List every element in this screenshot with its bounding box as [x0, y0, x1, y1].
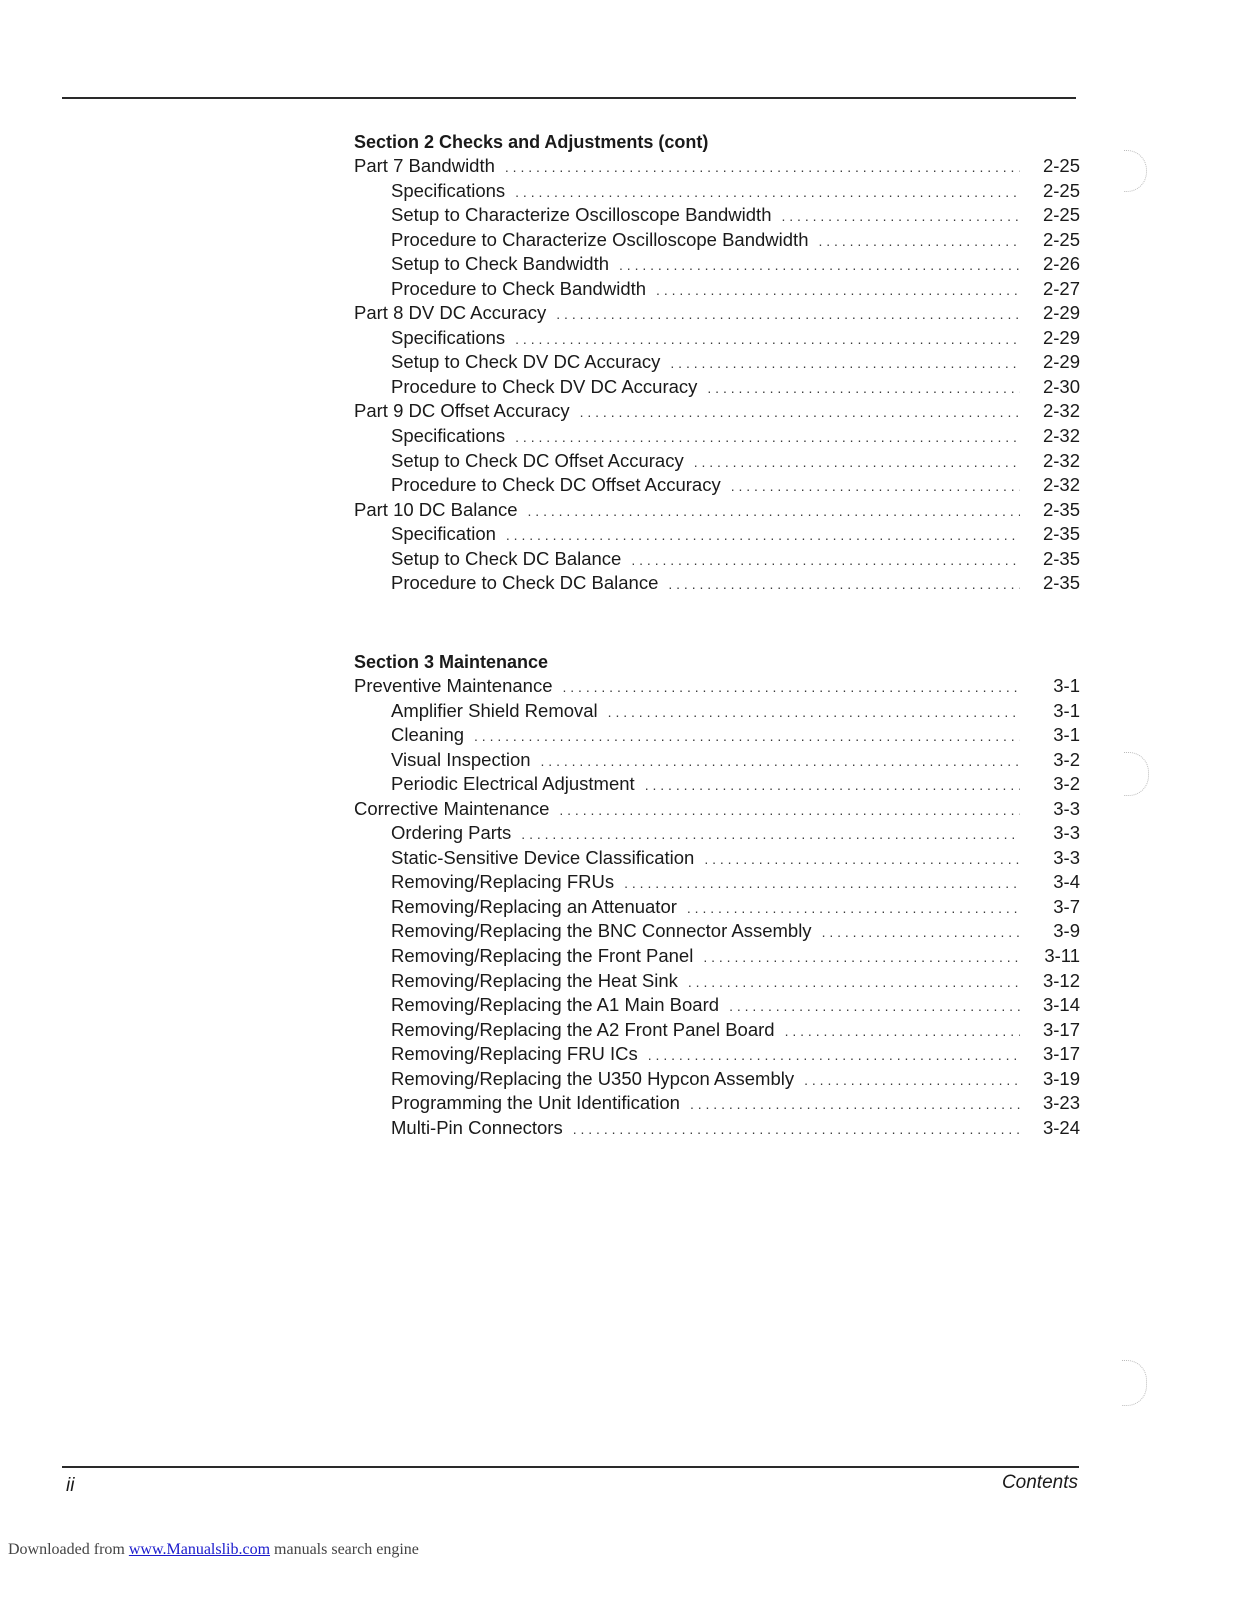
- toc-entry-page: 3-17: [1042, 1043, 1080, 1065]
- toc-entry-label: Multi-Pin Connectors: [391, 1116, 563, 1138]
- toc-entry-page: 2-32: [1042, 449, 1080, 471]
- toc-entry-label: Removing/Replacing the Heat Sink: [391, 969, 678, 991]
- toc-entry-label: Specifications: [391, 179, 506, 201]
- toc-entry[interactable]: [354, 919, 1080, 944]
- toc-entry-label: Setup to Characterize Oscilloscope Bandwidth: [391, 204, 772, 226]
- toc-entry-label: Static-Sensitive Device Classification: [391, 846, 695, 868]
- toc-section-3: [354, 650, 1080, 1140]
- toc-entry-page: 2-32: [1042, 425, 1080, 447]
- dot-leader: [506, 523, 1020, 548]
- toc-entry-label: Procedure to Characterize Oscilloscope Bandwidth: [391, 228, 809, 250]
- toc-entry[interactable]: [354, 571, 1080, 596]
- toc-entry-label: Setup to Check DC Balance: [391, 547, 622, 569]
- toc-entry[interactable]: [354, 498, 1080, 523]
- toc-entry-page: 2-26: [1042, 253, 1080, 275]
- dot-leader: [729, 994, 1020, 1019]
- toc-entry[interactable]: [354, 1067, 1080, 1092]
- toc-entry[interactable]: [354, 993, 1080, 1018]
- scan-margin-mark: [1124, 150, 1147, 192]
- toc-entry[interactable]: [354, 326, 1080, 351]
- page-number: ii: [66, 1475, 75, 1496]
- toc-entry-label: Procedure to Check Bandwidth: [391, 277, 647, 299]
- dot-leader: [580, 400, 1020, 425]
- toc-entry-page: 2-30: [1042, 375, 1080, 397]
- toc-entry-label: Removing/Replacing FRUs: [391, 871, 615, 893]
- download-suffix: manuals search engine: [270, 1541, 419, 1558]
- toc-entry-label: Amplifier Shield Removal: [391, 699, 598, 721]
- toc-entry[interactable]: [354, 399, 1080, 424]
- toc-entry-page: 2-27: [1042, 277, 1080, 299]
- toc-entry-page: 2-29: [1042, 351, 1080, 373]
- toc-entry[interactable]: [354, 1091, 1080, 1116]
- toc-entry-page: 3-2: [1053, 748, 1080, 770]
- toc-entry-page: 2-25: [1042, 204, 1080, 226]
- dot-leader: [694, 450, 1020, 475]
- toc-entry[interactable]: [354, 944, 1080, 969]
- header-rule: [62, 97, 1076, 99]
- dot-leader: [688, 970, 1020, 995]
- toc-entry-page: 3-24: [1042, 1116, 1080, 1138]
- toc-entry-list: [354, 674, 1080, 1140]
- toc-entry-page: 2-32: [1042, 400, 1080, 422]
- toc-entry[interactable]: [354, 424, 1080, 449]
- toc-entry-label: Removing/Replacing the Front Panel: [391, 945, 694, 967]
- scan-margin-mark: [1124, 752, 1149, 796]
- toc-entry-page: 3-1: [1053, 724, 1080, 746]
- toc-entry-label: Part 9 DC Offset Accuracy: [354, 400, 570, 422]
- dot-leader: [668, 572, 1020, 597]
- toc-entry[interactable]: [354, 1116, 1080, 1141]
- dot-leader: [707, 376, 1020, 401]
- toc-entry-label: Ordering Parts: [391, 822, 512, 844]
- dot-leader: [656, 278, 1020, 303]
- section-heading: Section 3 Maintenance: [354, 652, 549, 672]
- toc-entry-page: 2-35: [1042, 572, 1080, 594]
- toc-entry-label: Specifications: [391, 326, 506, 348]
- toc-entry-label: Part 7 Bandwidth: [354, 155, 495, 176]
- toc-entry[interactable]: [354, 1018, 1080, 1043]
- toc-entry-label: Programming the Unit Identification: [391, 1092, 680, 1114]
- toc-entry[interactable]: [354, 547, 1080, 572]
- toc-entry[interactable]: [354, 797, 1080, 822]
- toc-entry-label: Removing/Replacing the A2 Front Panel Board: [391, 1018, 775, 1040]
- toc-entry-label: Corrective Maintenance: [354, 797, 550, 819]
- toc-entry-page: 3-3: [1053, 846, 1080, 868]
- dot-leader: [515, 425, 1020, 450]
- toc-entry[interactable]: [354, 252, 1080, 277]
- toc-entry-page: 2-32: [1042, 474, 1080, 496]
- dot-leader: [645, 773, 1020, 798]
- scan-margin-mark: [1122, 1360, 1147, 1406]
- toc-entry-label: Setup to Check Bandwidth: [391, 253, 610, 275]
- toc-entry[interactable]: [354, 748, 1080, 773]
- toc-entry[interactable]: [354, 277, 1080, 302]
- toc-entry-page: 3-4: [1053, 871, 1080, 893]
- toc-entry-list: [354, 154, 1080, 596]
- toc-entry-page: 3-12: [1042, 969, 1080, 991]
- toc-entry-page: 2-25: [1042, 228, 1080, 250]
- toc-entry[interactable]: [354, 179, 1080, 204]
- dot-leader: [562, 675, 1020, 700]
- toc-entry-label: Removing/Replacing the BNC Connector Assembly: [391, 920, 812, 942]
- dot-leader: [687, 896, 1020, 921]
- dot-leader: [505, 155, 1020, 180]
- dot-leader: [515, 327, 1020, 352]
- footer-rule: [62, 1466, 1079, 1468]
- toc-entry[interactable]: [354, 846, 1080, 871]
- toc-entry[interactable]: [354, 674, 1080, 699]
- dot-leader: [631, 548, 1020, 573]
- toc-entry-label: Part 10 DC Balance: [354, 498, 518, 520]
- toc-entry[interactable]: [354, 723, 1080, 748]
- toc-entry-page: 3-2: [1053, 773, 1080, 795]
- dot-leader: [541, 749, 1020, 774]
- toc-entry-label: Procedure to Check DV DC Accuracy: [391, 375, 698, 397]
- dot-leader: [781, 204, 1020, 229]
- toc-entry-label: Setup to Check DC Offset Accuracy: [391, 449, 684, 471]
- toc-entry-page: 2-35: [1042, 498, 1080, 520]
- dot-leader: [559, 798, 1020, 823]
- dot-leader: [670, 351, 1020, 376]
- dot-leader: [785, 1019, 1020, 1044]
- toc-entry-label: Part 8 DV DC Accuracy: [354, 302, 547, 324]
- toc-section-2: [354, 130, 1080, 596]
- toc-entry-page: 2-25: [1042, 179, 1080, 201]
- toc-entry[interactable]: [354, 301, 1080, 326]
- dot-leader: [703, 945, 1020, 970]
- toc-entry-label: Setup to Check DV DC Accuracy: [391, 351, 661, 373]
- toc-entry[interactable]: [354, 522, 1080, 547]
- download-notice: [8, 1541, 419, 1559]
- dot-leader: [528, 499, 1020, 524]
- toc-entry-label: Procedure to Check DC Offset Accuracy: [391, 474, 721, 496]
- toc-entry[interactable]: [354, 375, 1080, 400]
- toc-entry-page: 3-11: [1044, 945, 1080, 967]
- download-prefix: Downloaded from: [8, 1541, 129, 1558]
- toc-entry-label: Specification: [391, 523, 496, 545]
- toc-entry[interactable]: [354, 870, 1080, 895]
- toc-entry-page: 3-3: [1053, 822, 1080, 844]
- toc-entry[interactable]: [354, 821, 1080, 846]
- toc-entry-page: 3-9: [1053, 920, 1080, 942]
- dot-leader: [515, 180, 1020, 205]
- dot-leader: [822, 920, 1020, 945]
- dot-leader: [573, 1117, 1020, 1142]
- toc-entry-page: 3-19: [1042, 1067, 1080, 1089]
- toc-entry-label: Removing/Replacing an Attenuator: [391, 895, 677, 917]
- toc-entry[interactable]: [354, 699, 1080, 724]
- toc-entry-page: 2-29: [1042, 302, 1080, 324]
- toc-entry-label: Removing/Replacing FRU ICs: [391, 1043, 638, 1065]
- dot-leader: [521, 822, 1020, 847]
- dot-leader: [556, 302, 1020, 327]
- toc-entry-label: Visual Inspection: [391, 748, 531, 770]
- toc-entry-page: 3-1: [1053, 699, 1080, 721]
- toc-entry-label: Removing/Replacing the A1 Main Board: [391, 994, 720, 1016]
- dot-leader: [648, 1043, 1020, 1068]
- toc-entry-label: Preventive Maintenance: [354, 675, 553, 696]
- toc-entry-page: 2-29: [1042, 326, 1080, 348]
- toc-entry[interactable]: [354, 350, 1080, 375]
- dot-leader: [624, 871, 1020, 896]
- toc-entry-page: 3-3: [1053, 797, 1080, 819]
- toc-entry[interactable]: [354, 228, 1080, 253]
- manualslib-link[interactable]: www.Manualslib.com: [128, 1541, 271, 1558]
- section-heading: Section 2 Checks and Adjustments (cont): [354, 132, 709, 152]
- dot-leader: [704, 847, 1020, 872]
- toc-entry-label: Specifications: [391, 425, 506, 447]
- toc-entry[interactable]: [354, 203, 1080, 228]
- toc-entry-label: Removing/Replacing the U350 Hypcon Assembly: [391, 1067, 795, 1089]
- toc-entry-page: 3-7: [1053, 895, 1080, 917]
- toc-entry-label: Periodic Electrical Adjustment: [391, 773, 635, 795]
- dot-leader: [474, 724, 1020, 749]
- dot-leader: [804, 1068, 1020, 1093]
- toc-entry-label: Cleaning: [391, 724, 465, 746]
- toc-entry-page: 2-25: [1042, 155, 1080, 176]
- dot-leader: [731, 474, 1020, 499]
- toc-entry[interactable]: [354, 473, 1080, 498]
- toc-entry-page: 3-17: [1042, 1018, 1080, 1040]
- dot-leader: [819, 229, 1021, 254]
- toc-entry[interactable]: [354, 969, 1080, 994]
- toc-entry[interactable]: [354, 154, 1080, 179]
- dot-leader: [608, 700, 1020, 725]
- toc-entry-page: 3-14: [1042, 994, 1080, 1016]
- toc-entry-page: 3-23: [1042, 1092, 1080, 1114]
- toc-entry[interactable]: [354, 772, 1080, 797]
- toc-entry[interactable]: [354, 1042, 1080, 1067]
- toc-entry-page: 3-1: [1053, 675, 1080, 696]
- dot-leader: [619, 253, 1020, 278]
- toc-entry[interactable]: [354, 895, 1080, 920]
- dot-leader: [690, 1092, 1020, 1117]
- toc-entry-label: Procedure to Check DC Balance: [391, 572, 659, 594]
- toc-entry-page: 2-35: [1042, 547, 1080, 569]
- toc-entry-page: 2-35: [1042, 523, 1080, 545]
- footer-title: Contents: [1001, 1472, 1078, 1493]
- toc-entry[interactable]: [354, 449, 1080, 474]
